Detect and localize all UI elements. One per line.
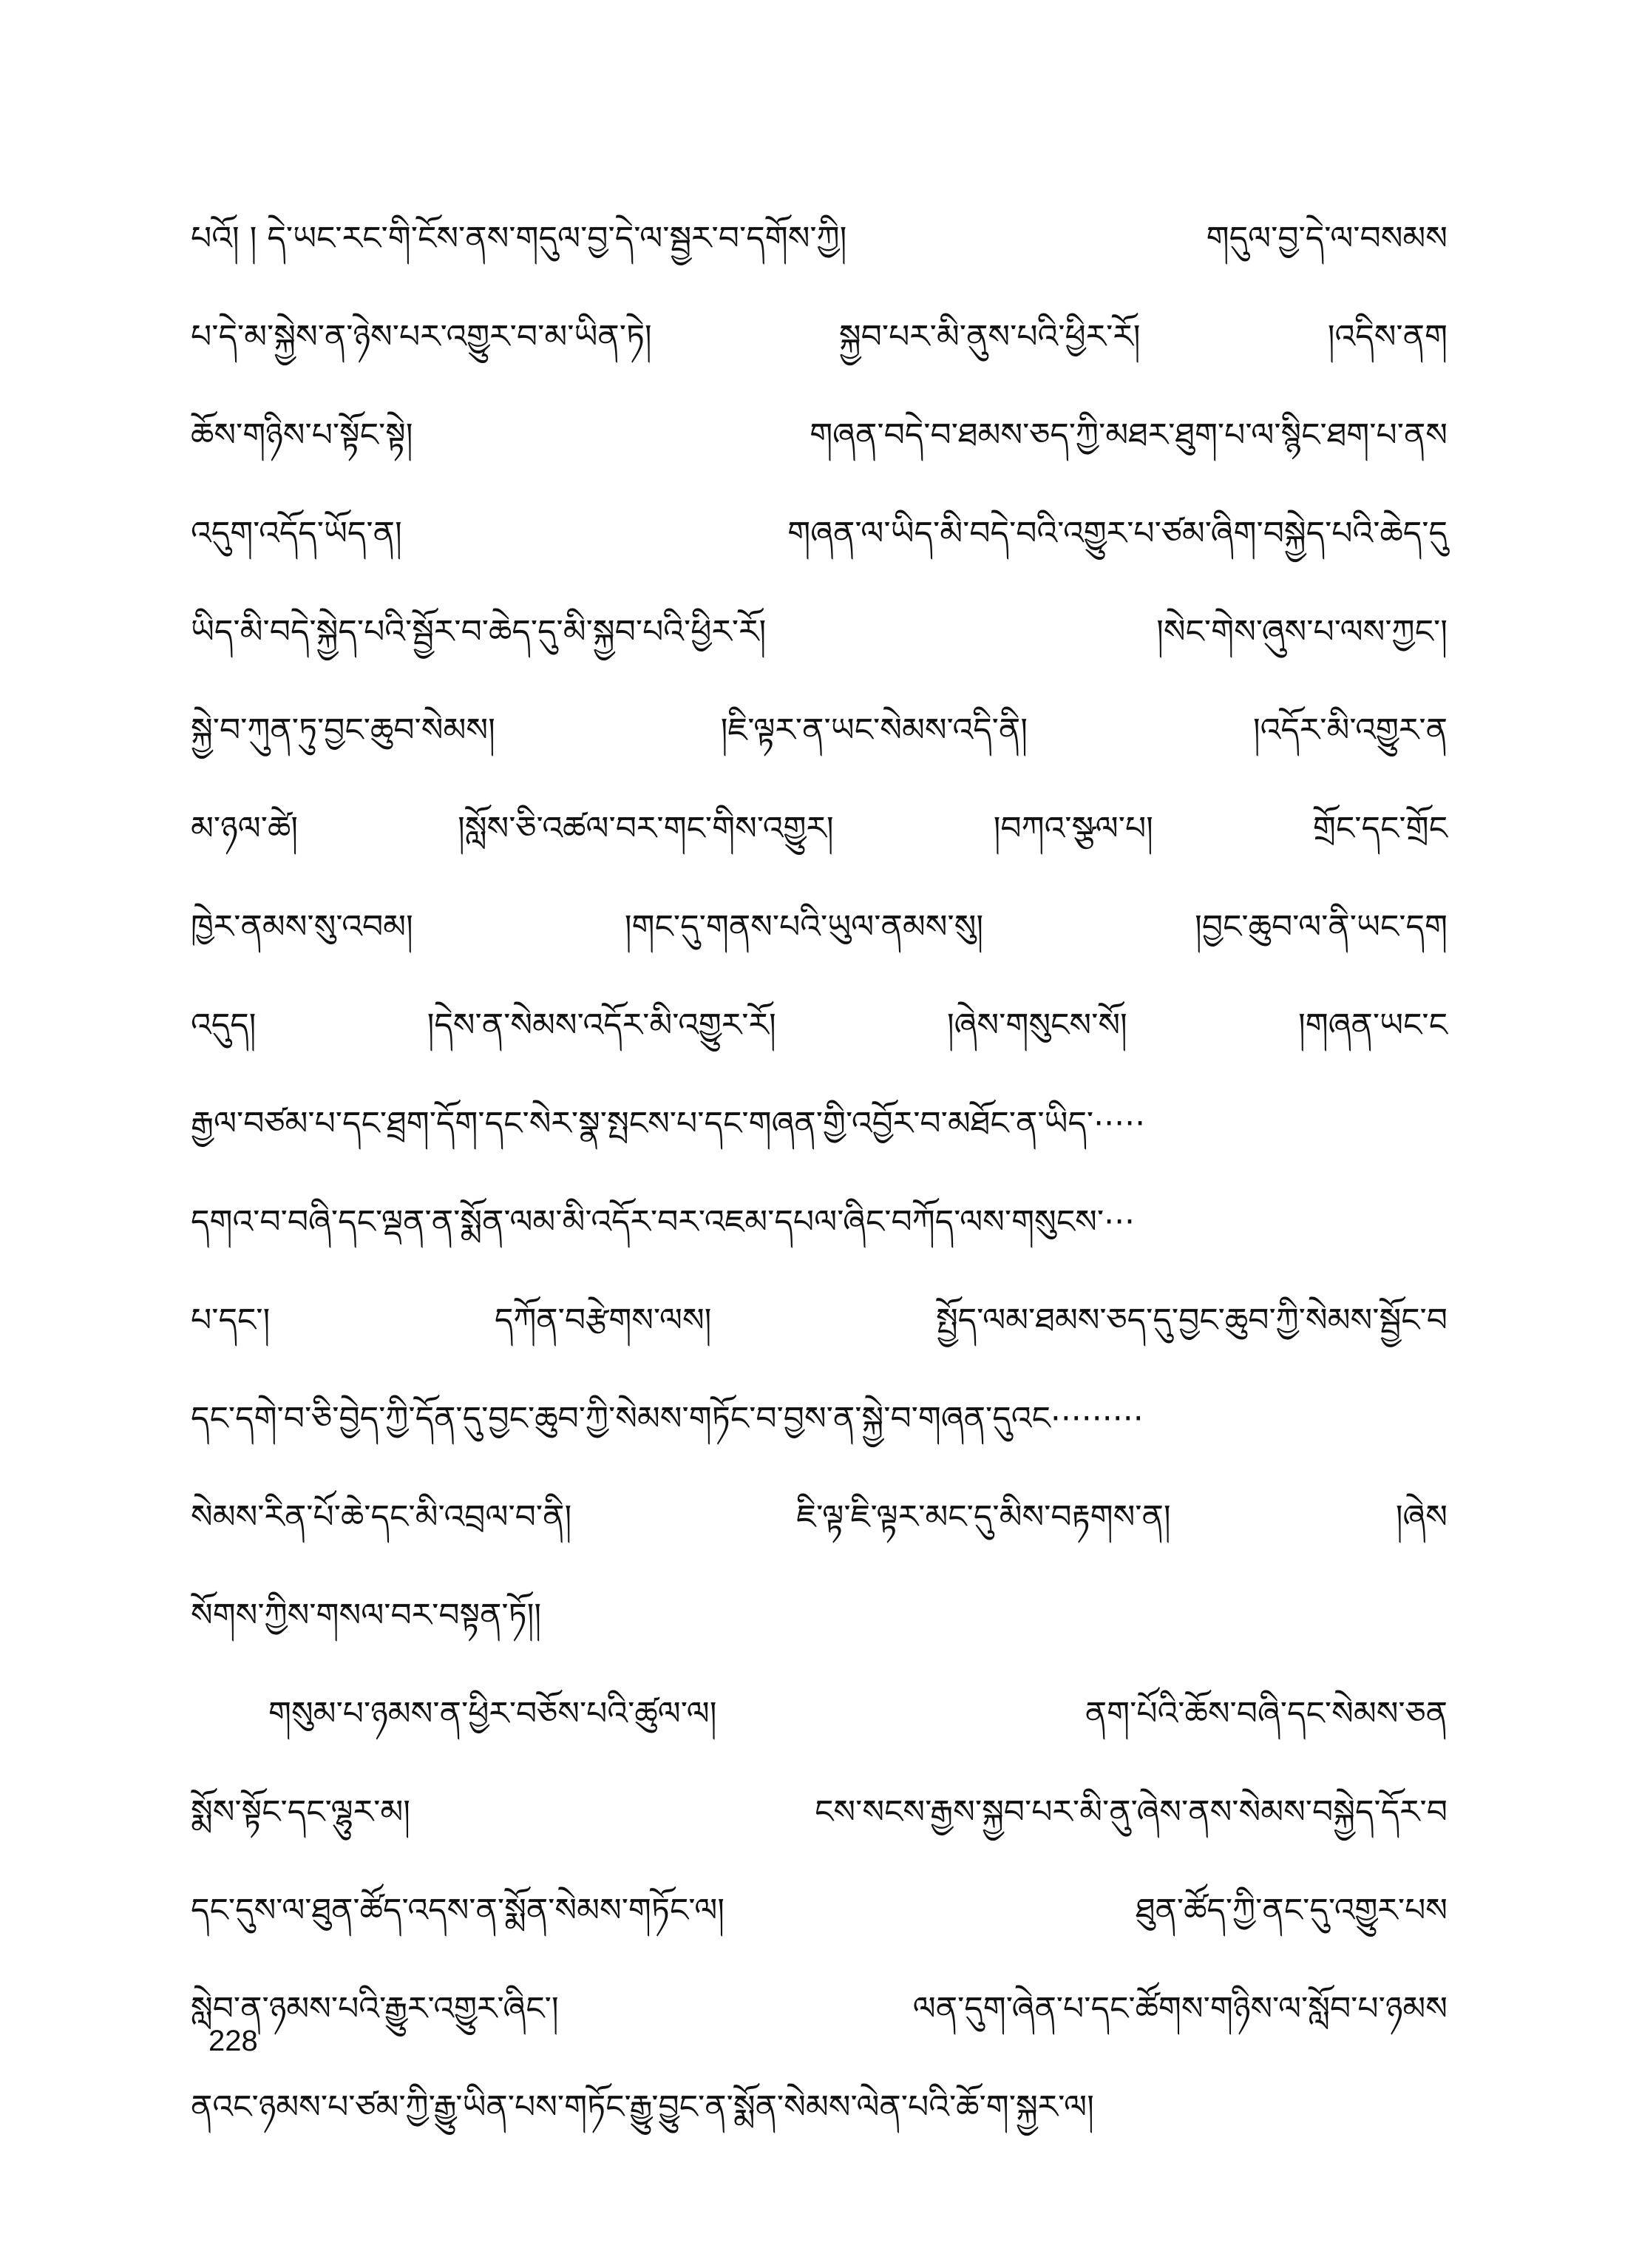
text-segment: མ་ཉལ་ཚེ། [191, 809, 299, 847]
text-line [191, 592, 1448, 690]
text-segment: གཞན་ལ་ཡིད་མི་བདེ་བའི་འགྱུར་པ་ཙམ་ཞིག་བསྐྱེད་པའི་ཆེད་དུ [787, 514, 1448, 552]
text-segment: སྨོས་སྟོང་དང་ལྷུར་མ། [191, 1793, 411, 1831]
text-segment: །དེས་ན་སེམས་འདོར་མི་འགྱུར་རོ། [427, 1006, 776, 1044]
text-segment: ཐུན་ཚོད་ཀྱི་ནང་དུ་འགྱུར་པས [1135, 1891, 1448, 1929]
text-line [191, 788, 1448, 887]
text-segment: ཡིད་མི་བདེ་སྐྱེད་པའི་སྦྱོར་བ་ཆེད་དུ་མི་སྐྱབ་པའི་ཕྱིར་རོ། [191, 612, 767, 651]
text-segment: དང་དུས་ལ་ཐུན་ཚོད་འདས་ན་སྨོན་སེམས་གཏོང་ལ། [191, 1891, 725, 1929]
text-segment: །སེང་གེས་ཞུས་པ་ལས་ཀྱང་། [1156, 612, 1448, 651]
text-segment: པ་དེ་མ་སྐྱེས་ན་ཉེས་པར་འགྱུར་བ་མ་ཡིན་ཏེ། [191, 317, 652, 356]
text-segment: ཇི་ལྟ་ཇི་ལྟར་མང་དུ་མིས་བརྟགས་ན། [796, 1497, 1171, 1536]
text-segment: སྤྱོད་ལམ་ཐམས་ཅད་དུ་བྱང་ཆུབ་ཀྱི་སེམས་སྦྱོང་བ [935, 1301, 1448, 1339]
text-line [191, 887, 1448, 985]
text-line [191, 1378, 1448, 1477]
text-segment: ཆོས་གཉིས་པ་སྟོང་སྟེ། [191, 416, 413, 454]
text-segment: །ཞེས་གསུངས་སོ། [946, 1006, 1127, 1044]
text-segment: རྒྱལ་བཙམ་པ་དང་ཐྲག་དོག་དང་སེར་སྣ་སྤངས་པ་དང་གཞན་གྱི་འབྱོར་བ་མཐོང་ན་ཡིད་····· [191, 1104, 1146, 1143]
text-line [191, 198, 1448, 297]
text-line [191, 1969, 1448, 2067]
text-segment: སླེབ་ན་ཉམས་པའི་རྒྱུར་འགྱུར་ཞིང་། [191, 1989, 559, 2028]
text-line [191, 1772, 1448, 1870]
text-segment: པ་དང་། [191, 1301, 271, 1339]
text-segment: སྐྱབ་པར་མི་ནུས་པའི་ཕྱིར་རོ། [838, 317, 1141, 356]
text-line [191, 1673, 1448, 1772]
text-segment: དང་དགེ་བ་ཅི་བྱེད་ཀྱི་དོན་དུ་བྱང་ཆུབ་ཀྱི་སེམས་གཏོང་བ་བྱས་ན་སྐྱེ་བ་གཞན་དུའང········· [191, 1399, 1144, 1438]
text-segment: སྐྱེ་བ་ཀུན་ཏུ་བྱང་ཆུབ་སེམས། [191, 711, 495, 749]
text-segment: གདུལ་བྱ་དེ་ལ་བསམས [1206, 219, 1448, 257]
text-segment: །གཞན་ཡང་ང [1297, 1006, 1448, 1044]
text-segment: འདུག་འདོད་ཡོད་ན། [191, 514, 402, 552]
text-segment: གཞན་བདེ་བ་ཐམས་ཅད་ཀྱི་མཐར་ཐུག་པ་ལ་སྙིང་ཐག་པ་ནས [810, 416, 1448, 454]
text-segment: །བྱང་ཆུབ་ལ་ནི་ཡང་དག [1195, 907, 1448, 946]
text-line [191, 395, 1448, 493]
text-line [191, 690, 1448, 788]
text-segment: གྲོང་དང་གྲོང [1312, 809, 1448, 847]
text-segment: སོགས་ཀྱིས་གསལ་བར་བསྟན་ཏོ།། [191, 1596, 542, 1634]
text-segment: །ཇི་ལྟར་ན་ཡང་སེམས་འདི་ནི། [720, 711, 1028, 749]
text-segment: །འདིས་ནག [1327, 317, 1448, 356]
text-segment: །གང་དུ་གནས་པའི་ཡུལ་ནམས་སུ། [624, 907, 984, 946]
text-segment: ཁྱེར་ནམས་སུ་འབམ། [191, 907, 413, 946]
text-line [191, 1182, 1448, 1280]
text-segment: སེམས་རིན་པོ་ཆེ་དང་མི་འབྲལ་བ་ནི། [191, 1497, 572, 1536]
text-segment: དཀོན་བརྩེགས་ལས། [494, 1301, 712, 1339]
text-segment: འདུད། [191, 1006, 257, 1044]
text-segment: །འདོར་མི་འགྱུར་ན [1252, 711, 1448, 749]
text-line [191, 2067, 1448, 2165]
text-line [191, 1280, 1448, 1378]
tibetan-text-block [191, 198, 1448, 2165]
text-segment: ནག་པོའི་ཆོས་བཞི་དང་སེམས་ཅན [1085, 1694, 1448, 1733]
text-segment: ནའང་ཉམས་པ་ཙམ་ཀྱི་རྒྱུ་ཡིན་པས་གཏོང་རྒྱུ་བྱུང་ན་སྨོན་སེམས་ལེན་པའི་ཆོ་ག་སྐྱར་ལ། [191, 2088, 1094, 2126]
text-segment: ངས་སངས་རྒྱས་སྐྱབ་པར་མི་ནུ་ཞེས་ནས་སེམས་བསྐྱེད་དོར་བ [815, 1793, 1448, 1831]
text-line [191, 1575, 1448, 1673]
text-segment: པའོ། ། དེ་ཡང་རང་གི་ངོས་ནས་གདུལ་བྱ་དེ་ལ་སྦྱར་བ་དགོས་ཀྱི། [191, 219, 847, 257]
text-segment: །སློས་ཅི་འཚལ་བར་གང་གིས་འགྱུར། [458, 809, 834, 847]
text-line [191, 1870, 1448, 1969]
text-segment: །བཀའ་སྩལ་པ། [993, 809, 1153, 847]
text-segment: དགའ་བ་བཞི་དང་ལྡན་ན་སྨོན་ལམ་མི་འདོར་བར་འཇམ་དཔལ་ཞིང་བཀོད་ལས་གསུངས་··· [191, 1202, 1136, 1241]
text-line [191, 297, 1448, 395]
text-segment: གསུམ་པ་ཉམས་ན་ཕྱིར་བཅོས་པའི་ཚུལ་ལ། [268, 1694, 717, 1733]
text-line [191, 1083, 1448, 1182]
page-number: 228 [208, 2025, 258, 2057]
text-line [191, 493, 1448, 592]
text-line [191, 985, 1448, 1083]
text-segment: །ཞེས [1395, 1497, 1448, 1536]
text-line [191, 1477, 1448, 1575]
text-segment: ལན་དུག་ཞེན་པ་དང་ཚོགས་གཉིས་ལ་སློབ་པ་ཉམས [912, 1989, 1448, 2028]
